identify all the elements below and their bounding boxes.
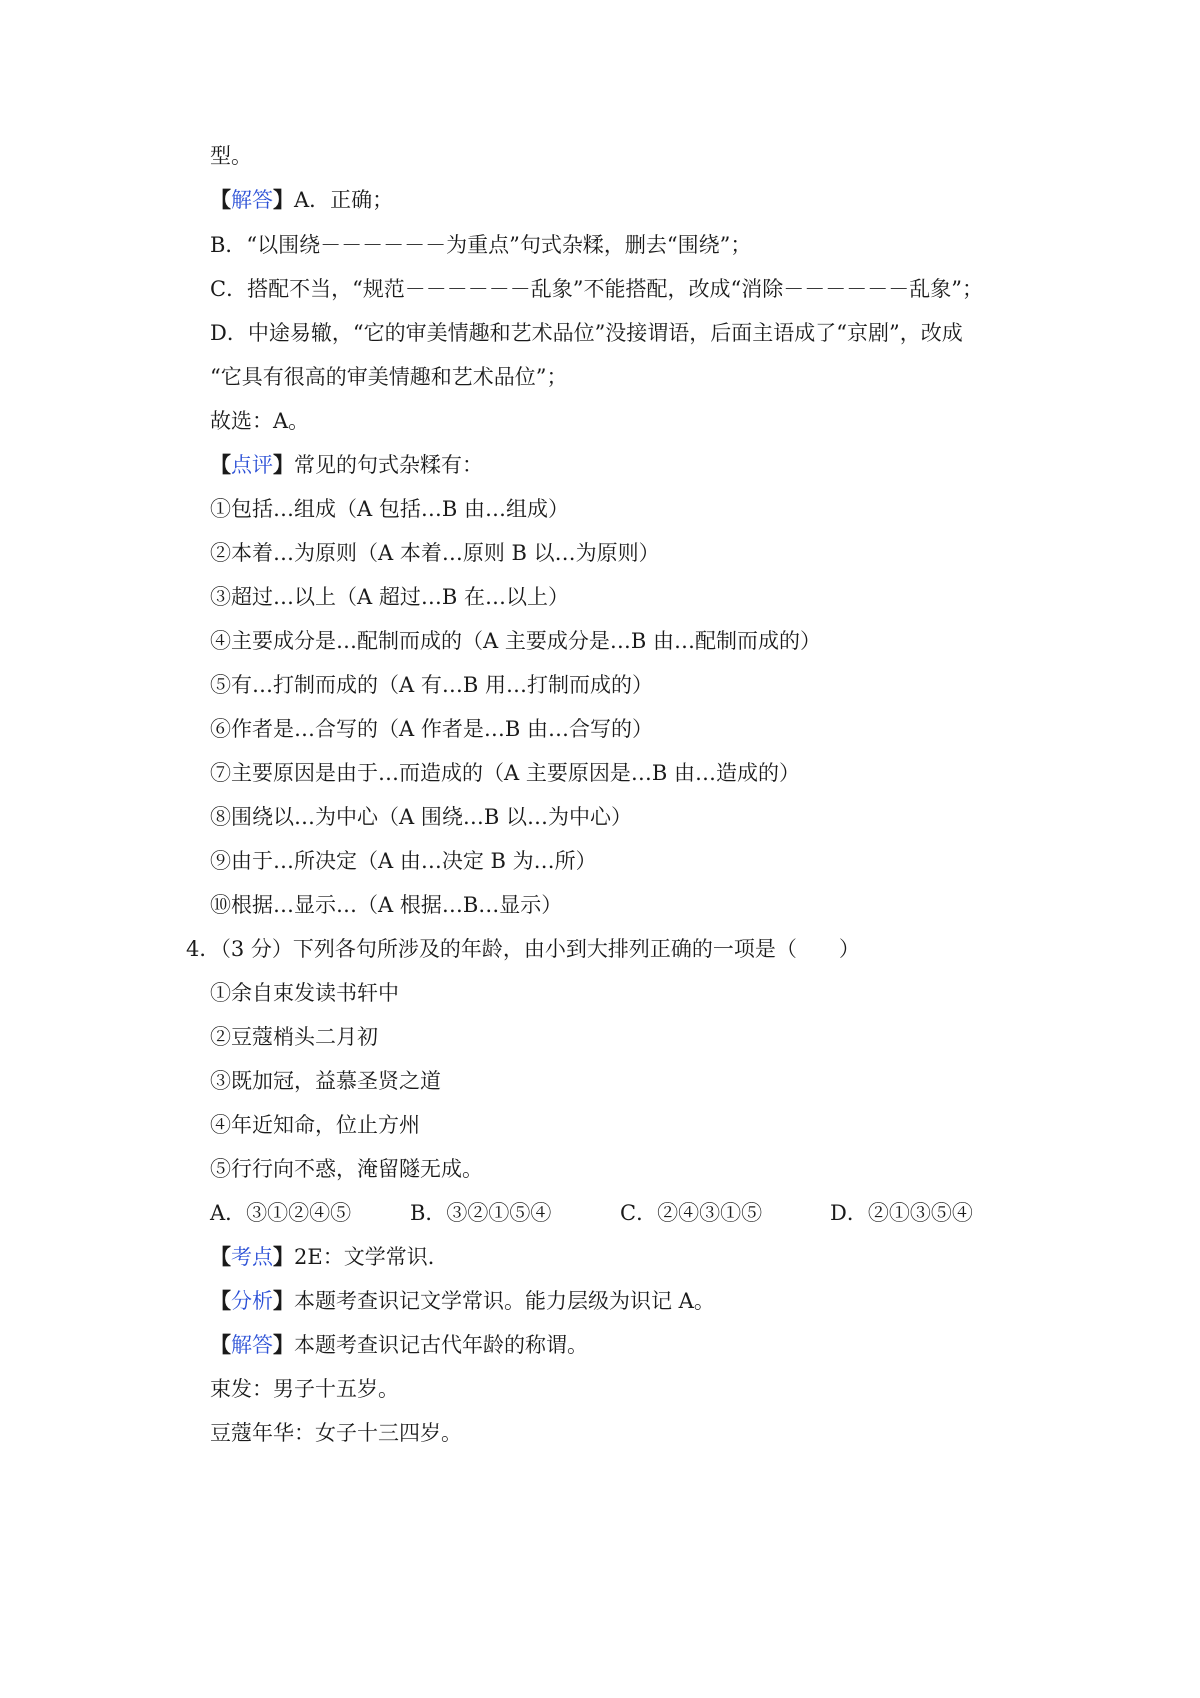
section-tag-analysis: 【分析】 xyxy=(210,1288,294,1313)
list-item: ⑦主要原因是由于…而造成的（A 主要原因是…B 由…造成的） xyxy=(210,761,800,785)
text-line: C．搭配不当，“规范－－－－－－乱象”不能搭配，改成“消除－－－－－－乱象”； xyxy=(210,277,984,301)
list-item: ⑤有…打制而成的（A 有…B 用…打制而成的） xyxy=(210,673,653,697)
list-item: ②本着…为原则（A 本着…原则 B 以…为原则） xyxy=(210,541,660,565)
section-tag-comment: 【点评】 xyxy=(210,452,294,477)
answer-line xyxy=(210,1331,588,1359)
list-item: ①包括…组成（A 包括…B 由…组成） xyxy=(210,497,569,521)
option-c: C．②④③①⑤ xyxy=(620,1201,763,1225)
section-tag-answer: 【解答】 xyxy=(210,1332,294,1357)
text-line: 豆蔻年华：女子十三四岁。 xyxy=(210,1421,462,1445)
list-item: ⑩根据…显示…（A 根据…B…显示） xyxy=(210,893,563,917)
list-item: ⑥作者是…合写的（A 作者是…B 由…合写的） xyxy=(210,717,653,741)
text-line: 束发：男子十五岁。 xyxy=(210,1377,399,1401)
option-d: D．②①③⑤④ xyxy=(830,1201,973,1225)
question-item: ③既加冠，益慕圣贤之道 xyxy=(210,1069,441,1093)
question-item: ④年近知命，位止方州 xyxy=(210,1113,420,1137)
text-line: D．中途易辙，“它的审美情趣和艺术品位”没接谓语，后面主语成了“京剧”，改成 xyxy=(210,321,963,345)
text-line: B．“以围绕－－－－－－为重点”句式杂糅，删去“围绕”； xyxy=(210,233,752,257)
section-tag-keypoint: 【考点】 xyxy=(210,1244,294,1269)
section-tag-answer: 【解答】 xyxy=(210,187,294,212)
comment-text: 常见的句式杂糅有： xyxy=(294,453,483,477)
option-a: A．③①②④⑤ xyxy=(210,1201,352,1225)
text-line: 故选：A。 xyxy=(210,409,310,433)
comment-line xyxy=(210,451,483,479)
question-item: ②豆蔻梢头二月初 xyxy=(210,1025,378,1049)
option-b: B．③②①⑤④ xyxy=(410,1201,552,1225)
text-line: “它具有很高的审美情趣和艺术品位”； xyxy=(210,365,568,389)
list-item: ⑨由于…所决定（A 由…决定 B 为…所） xyxy=(210,849,597,873)
list-item: ⑧围绕以…为中心（A 围绕…B 以…为中心） xyxy=(210,805,632,829)
analysis-text: 本题考查识记文学常识。能力层级为识记 A。 xyxy=(294,1289,715,1313)
answer-text: 本题考查识记古代年龄的称谓。 xyxy=(294,1333,588,1357)
list-item: ④主要成分是…配制而成的（A 主要成分是…B 由…配制而成的） xyxy=(210,629,821,653)
answer-options xyxy=(210,1199,973,1227)
question-item: ①余自束发读书轩中 xyxy=(210,981,399,1005)
keypoint-text: 2E：文学常识． xyxy=(294,1245,449,1269)
answer-text: A．正确； xyxy=(294,188,394,212)
question-item: ⑤行行向不惑，淹留隧无成。 xyxy=(210,1157,483,1181)
keypoint-line xyxy=(210,1243,449,1271)
text-line: 型。 xyxy=(210,144,252,168)
list-item: ③超过…以上（A 超过…B 在…以上） xyxy=(210,585,569,609)
analysis-line xyxy=(210,1287,715,1315)
answer-line xyxy=(210,186,393,214)
question-stem: 4．（3 分）下列各句所涉及的年龄，由小到大排列正确的一项是（ ） xyxy=(186,937,860,961)
